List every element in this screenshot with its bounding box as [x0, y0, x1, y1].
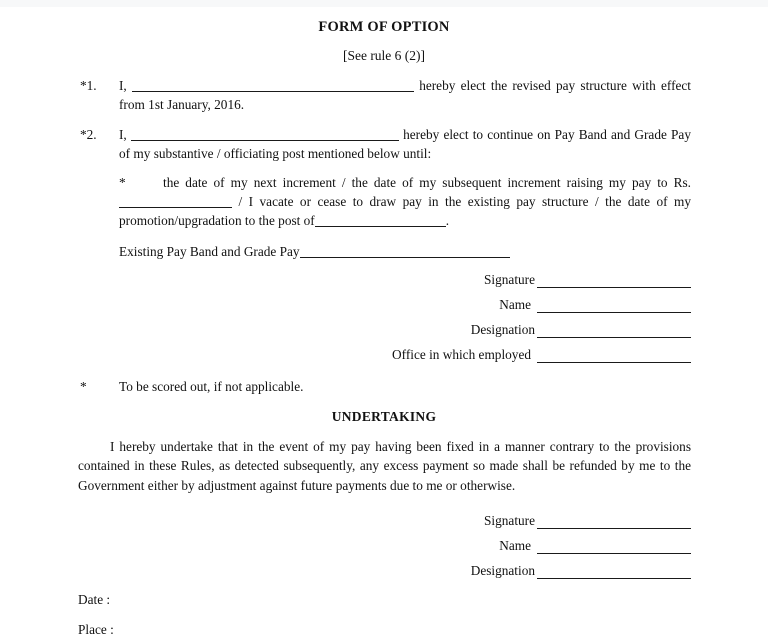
- option-item-2-name-blank[interactable]: [131, 128, 399, 140]
- designation-blank[interactable]: [537, 326, 691, 338]
- option-item-2-marker: *2.: [80, 126, 97, 142]
- signature-blank[interactable]: [537, 276, 691, 288]
- signature-label: Signature: [484, 272, 535, 288]
- signature-blank-lower[interactable]: [537, 517, 691, 529]
- designation-label: Designation: [470, 322, 535, 338]
- subitem-post-blank[interactable]: [315, 215, 446, 227]
- footnote-text: To be scored out, if not applicable.: [119, 379, 304, 395]
- designation-label-lower: Designation: [470, 562, 535, 578]
- footer-fields: [78, 592, 768, 638]
- page-title: FORM OF OPTION: [318, 19, 450, 35]
- existing-pay-band-label: Existing Pay Band and Grade Pay: [119, 244, 300, 260]
- option-item-2-text: [119, 126, 691, 164]
- place-field[interactable]: Place :: [78, 621, 114, 637]
- footnote: [80, 379, 768, 395]
- designation-row-lower: [0, 563, 691, 579]
- option-item-1-marker: *1.: [80, 78, 97, 93]
- subitem-rs-label: Rs.: [673, 174, 691, 190]
- name-blank[interactable]: [537, 301, 691, 313]
- signature-row-lower: [0, 513, 691, 529]
- option-item-2-lead: I,: [119, 126, 127, 142]
- name-row: [0, 297, 691, 313]
- option-item-2-body: hereby elect to continue on Pay Band and Grade Pay of my substantive / officiating post mentioned below until:: [119, 126, 691, 161]
- option-item-2-subitem: [119, 173, 691, 231]
- option-item-1: [80, 77, 691, 115]
- option-item-1-text: [119, 77, 691, 115]
- undertaking-paragraph: I hereby undertake that in the event of my pay having been fixed in a manner contrary to the provisions contained in these Rules, as detected subsequently, any excess payment so made shall be refunded by me to the Government either by adjustment against future payments due to me or otherwise.: [78, 439, 691, 493]
- page-subtitle: [See rule 6 (2)]: [342, 48, 426, 63]
- date-field[interactable]: Date :: [78, 591, 111, 607]
- signature-block-lower: [0, 513, 691, 579]
- undertaking-heading: UNDERTAKING: [331, 409, 437, 425]
- office-label: Office in which employed: [392, 347, 531, 363]
- name-row-lower: [0, 538, 691, 554]
- office-row: [0, 347, 691, 363]
- subitem-trailing-period: .: [445, 213, 450, 229]
- subitem-text-part2: / I vacate or cease to draw pay in the existing pay structure / the date of my promotion/upgradation to the post of: [119, 193, 691, 229]
- signature-label-lower: Signature: [484, 512, 535, 528]
- subitem-asterisk-marker: *: [119, 174, 126, 190]
- existing-pay-band-blank[interactable]: [300, 246, 510, 258]
- name-label: Name: [499, 297, 531, 313]
- office-blank[interactable]: [537, 351, 691, 363]
- existing-pay-band-row: [119, 243, 691, 262]
- name-blank-lower[interactable]: [537, 542, 691, 554]
- subitem-text-part1: the date of my next increment / the date of my subsequent increment raising my pay to: [163, 174, 668, 190]
- signature-block-upper: [0, 272, 691, 363]
- designation-blank-lower[interactable]: [537, 567, 691, 579]
- designation-row: [0, 322, 691, 338]
- signature-row: [0, 272, 691, 288]
- subitem-amount-blank[interactable]: [119, 195, 232, 207]
- option-item-1-name-blank[interactable]: [132, 80, 414, 92]
- option-item-1-body: hereby elect the revised pay structure with effect from 1st January, 2016.: [119, 78, 691, 112]
- name-label-lower: Name: [499, 537, 531, 553]
- option-item-2: [80, 126, 691, 262]
- option-item-1-lead: I,: [119, 78, 127, 93]
- footnote-asterisk-marker: *: [80, 379, 87, 395]
